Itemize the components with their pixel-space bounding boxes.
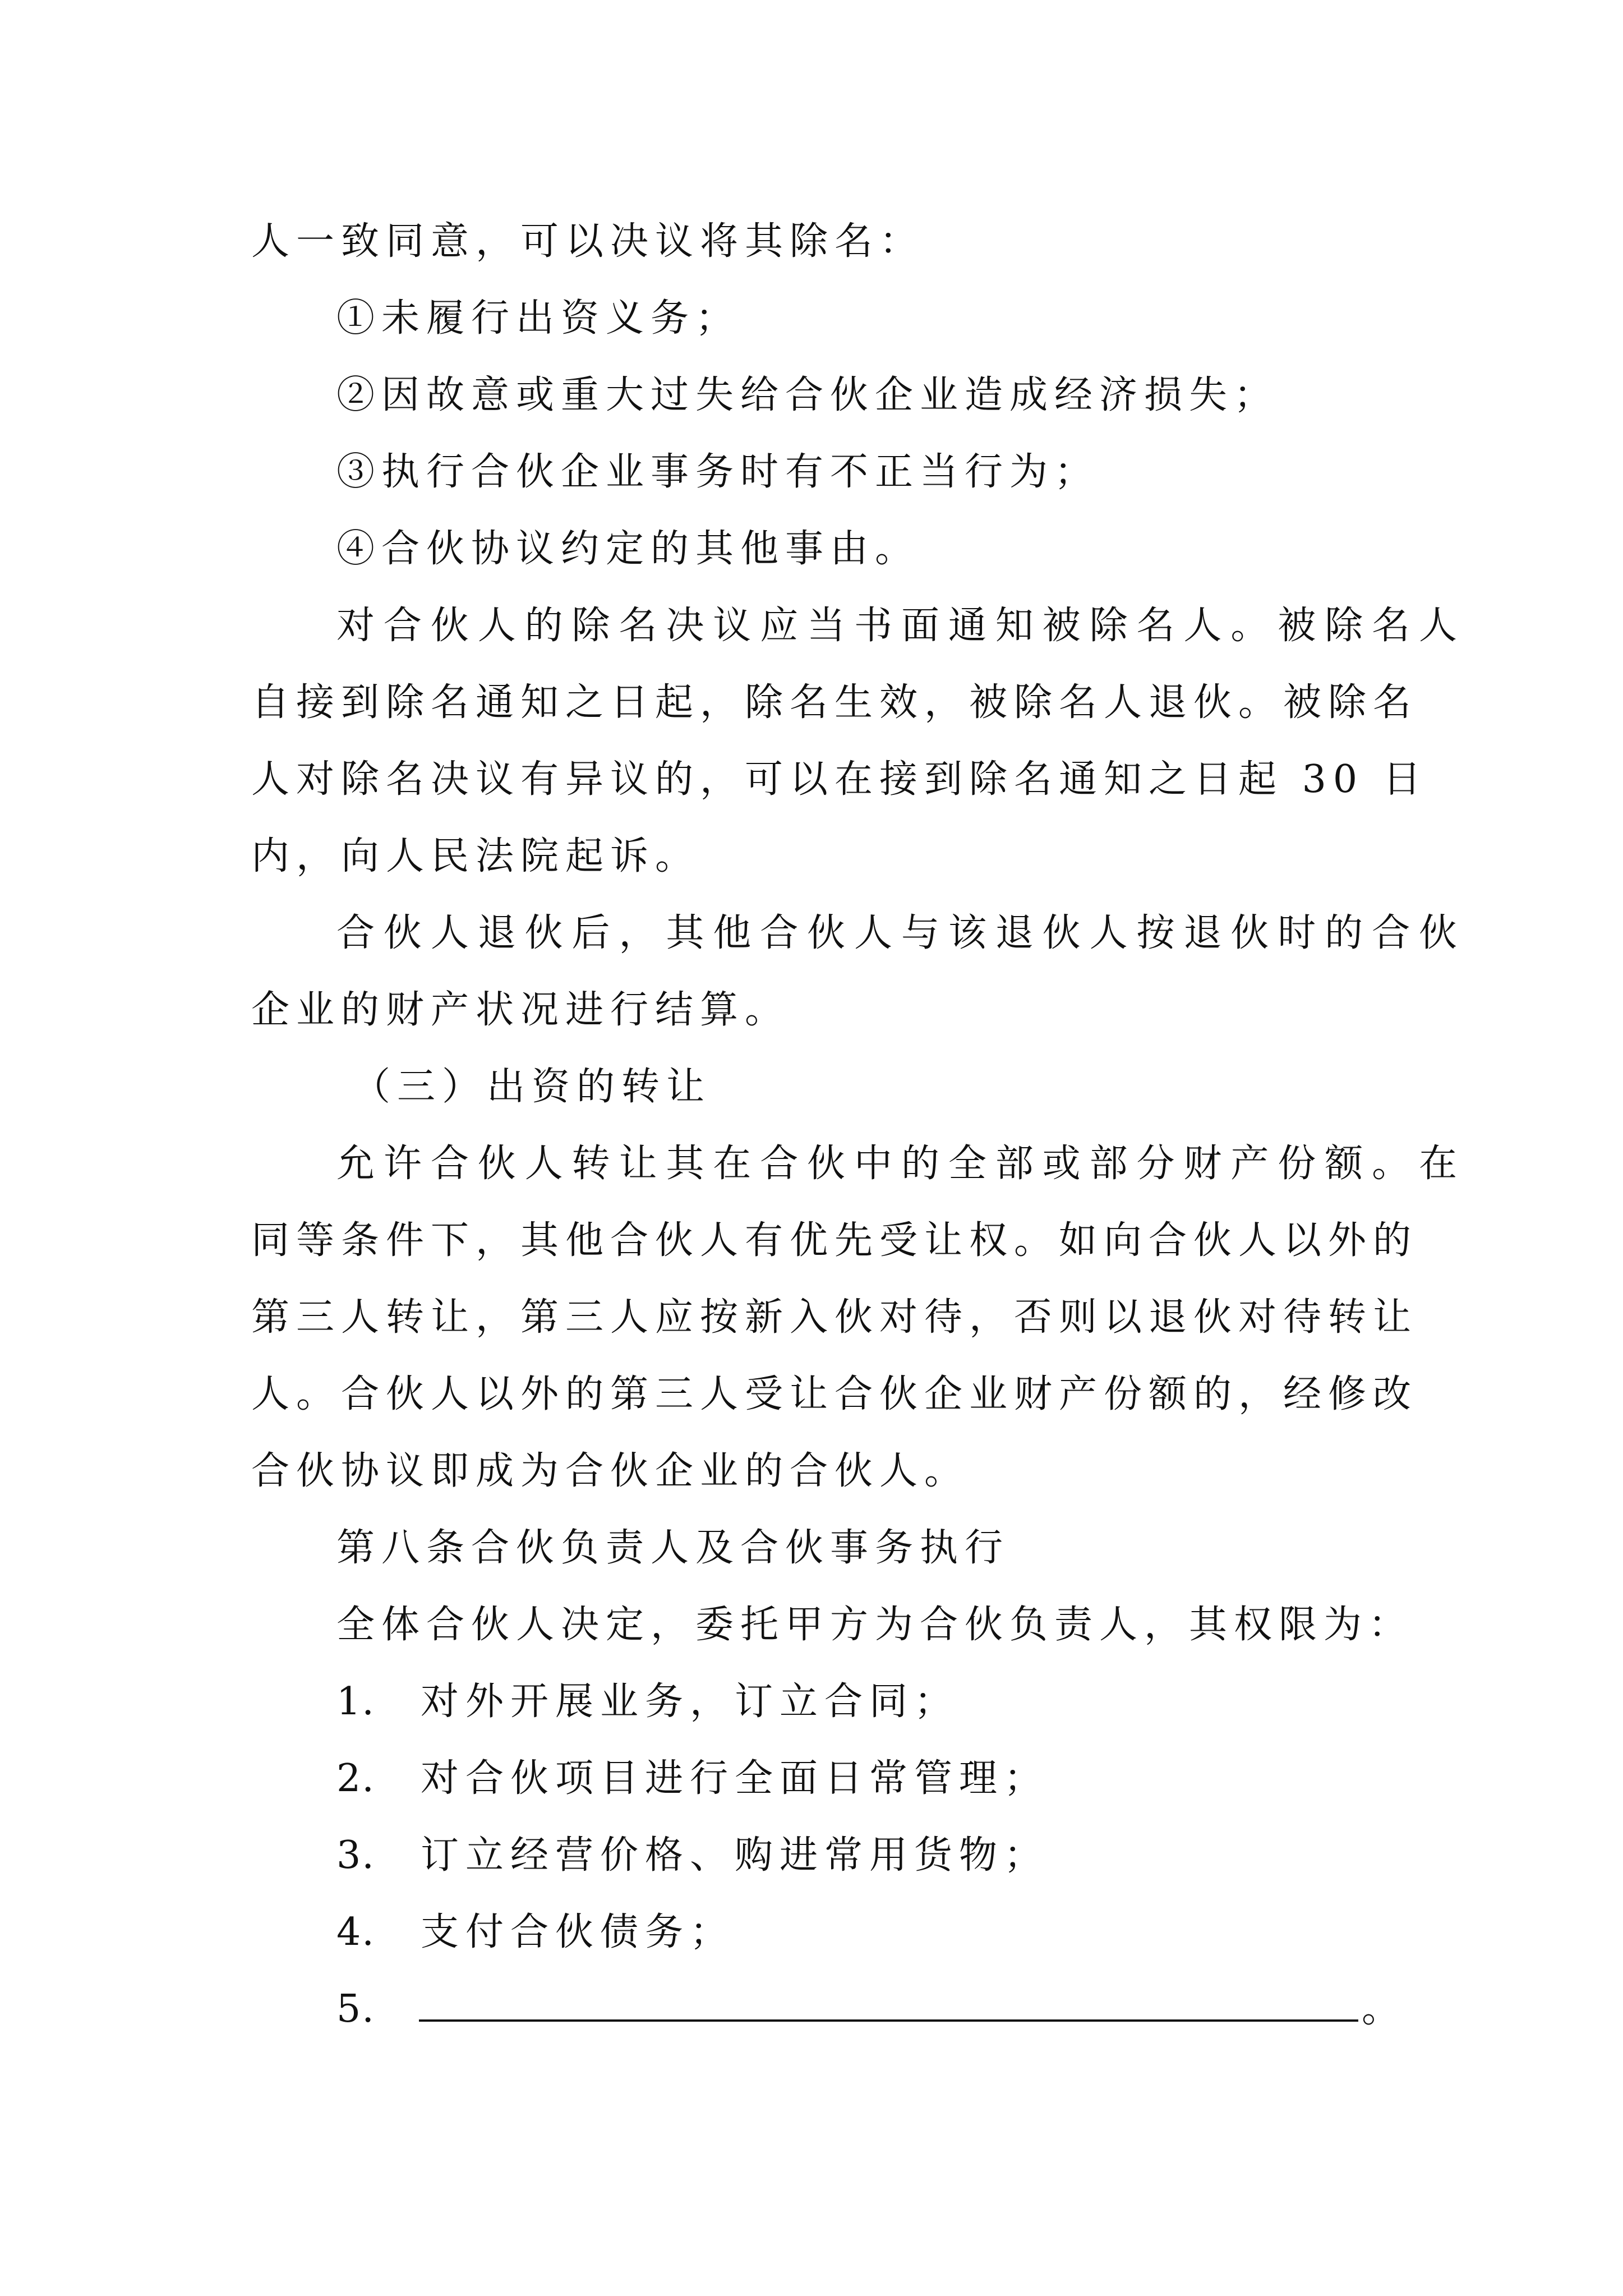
- document-body: [251, 203, 1464, 2047]
- article-intro: 全体合伙人决定，委托甲方为合伙负责人，其权限为：: [336, 1603, 1414, 1647]
- text-line: 同等条件下，其他合伙人有优先受让权。如向合伙人以外的: [251, 1218, 1418, 1263]
- list-number: 5.: [336, 1987, 375, 2031]
- list-number: 3.: [336, 1833, 375, 1878]
- list-text: 对合伙项目进行全面日常管理；: [421, 1756, 1049, 1801]
- text-line: 自接到除名通知之日起，除名生效，被除名人退伙。被除名: [251, 680, 1418, 725]
- transfer-paragraph: [251, 1125, 1464, 1510]
- list-number: 4.: [336, 1910, 375, 1954]
- text-line: 合伙人退伙后，其他合伙人与该退伙人按退伙时的合伙: [336, 911, 1464, 955]
- list-item-blank: [251, 1971, 1407, 2047]
- list-text: 支付合伙债务；: [421, 1910, 735, 1954]
- removal-condition-1: ①未履行出资义务；: [336, 296, 741, 341]
- removal-condition-3: ③执行合伙企业事务时有不正当行为；: [336, 450, 1100, 494]
- list-end-punctuation: 。: [1361, 1987, 1407, 2031]
- list-number: 2.: [336, 1756, 375, 1801]
- removal-condition-2: ②因故意或重大过失给合伙企业造成经济损失；: [336, 373, 1279, 417]
- text-line: 允许合伙人转让其在合伙中的全部或部分财产份额。在: [336, 1142, 1464, 1186]
- removal-paragraph: [251, 587, 1464, 895]
- text-line: 人。合伙人以外的第三人受让合伙企业财产份额的，经修改: [251, 1372, 1418, 1416]
- text-line: 人一致同意，可以决议将其除名：: [251, 219, 925, 264]
- list-text: 对外开展业务，订立合同；: [421, 1680, 960, 1724]
- text-line: 第三人转让，第三人应按新入伙对待，否则以退伙对待转让: [251, 1295, 1418, 1340]
- list-number: 1.: [336, 1680, 375, 1724]
- text-line: 合伙协议即成为合伙企业的合伙人。: [251, 1449, 970, 1493]
- section-heading: （三）出资的转让: [352, 1065, 712, 1109]
- removal-condition-4: ④合伙协议约定的其他事由。: [336, 527, 920, 571]
- text-line: 内，向人民法院起诉。: [251, 834, 700, 878]
- list-item: [251, 1740, 1407, 1817]
- list-text: 订立经营价格、购进常用货物；: [421, 1833, 1049, 1878]
- list-item: [251, 1663, 1407, 1740]
- text-line: 企业的财产状况进行结算。: [251, 988, 790, 1032]
- list-item: [251, 1817, 1407, 1894]
- settlement-paragraph: [251, 895, 1464, 1048]
- powers-list: [251, 1663, 1407, 2047]
- fill-in-blank[interactable]: [419, 1997, 1358, 2022]
- list-item: [251, 1894, 1407, 1971]
- text-line: 人对除名决议有异议的，可以在接到除名通知之日起 30 日: [251, 757, 1428, 802]
- article-heading: 第八条合伙负责人及合伙事务执行: [336, 1526, 1010, 1570]
- text-line: 对合伙人的除名决议应当书面通知被除名人。被除名人: [336, 604, 1464, 648]
